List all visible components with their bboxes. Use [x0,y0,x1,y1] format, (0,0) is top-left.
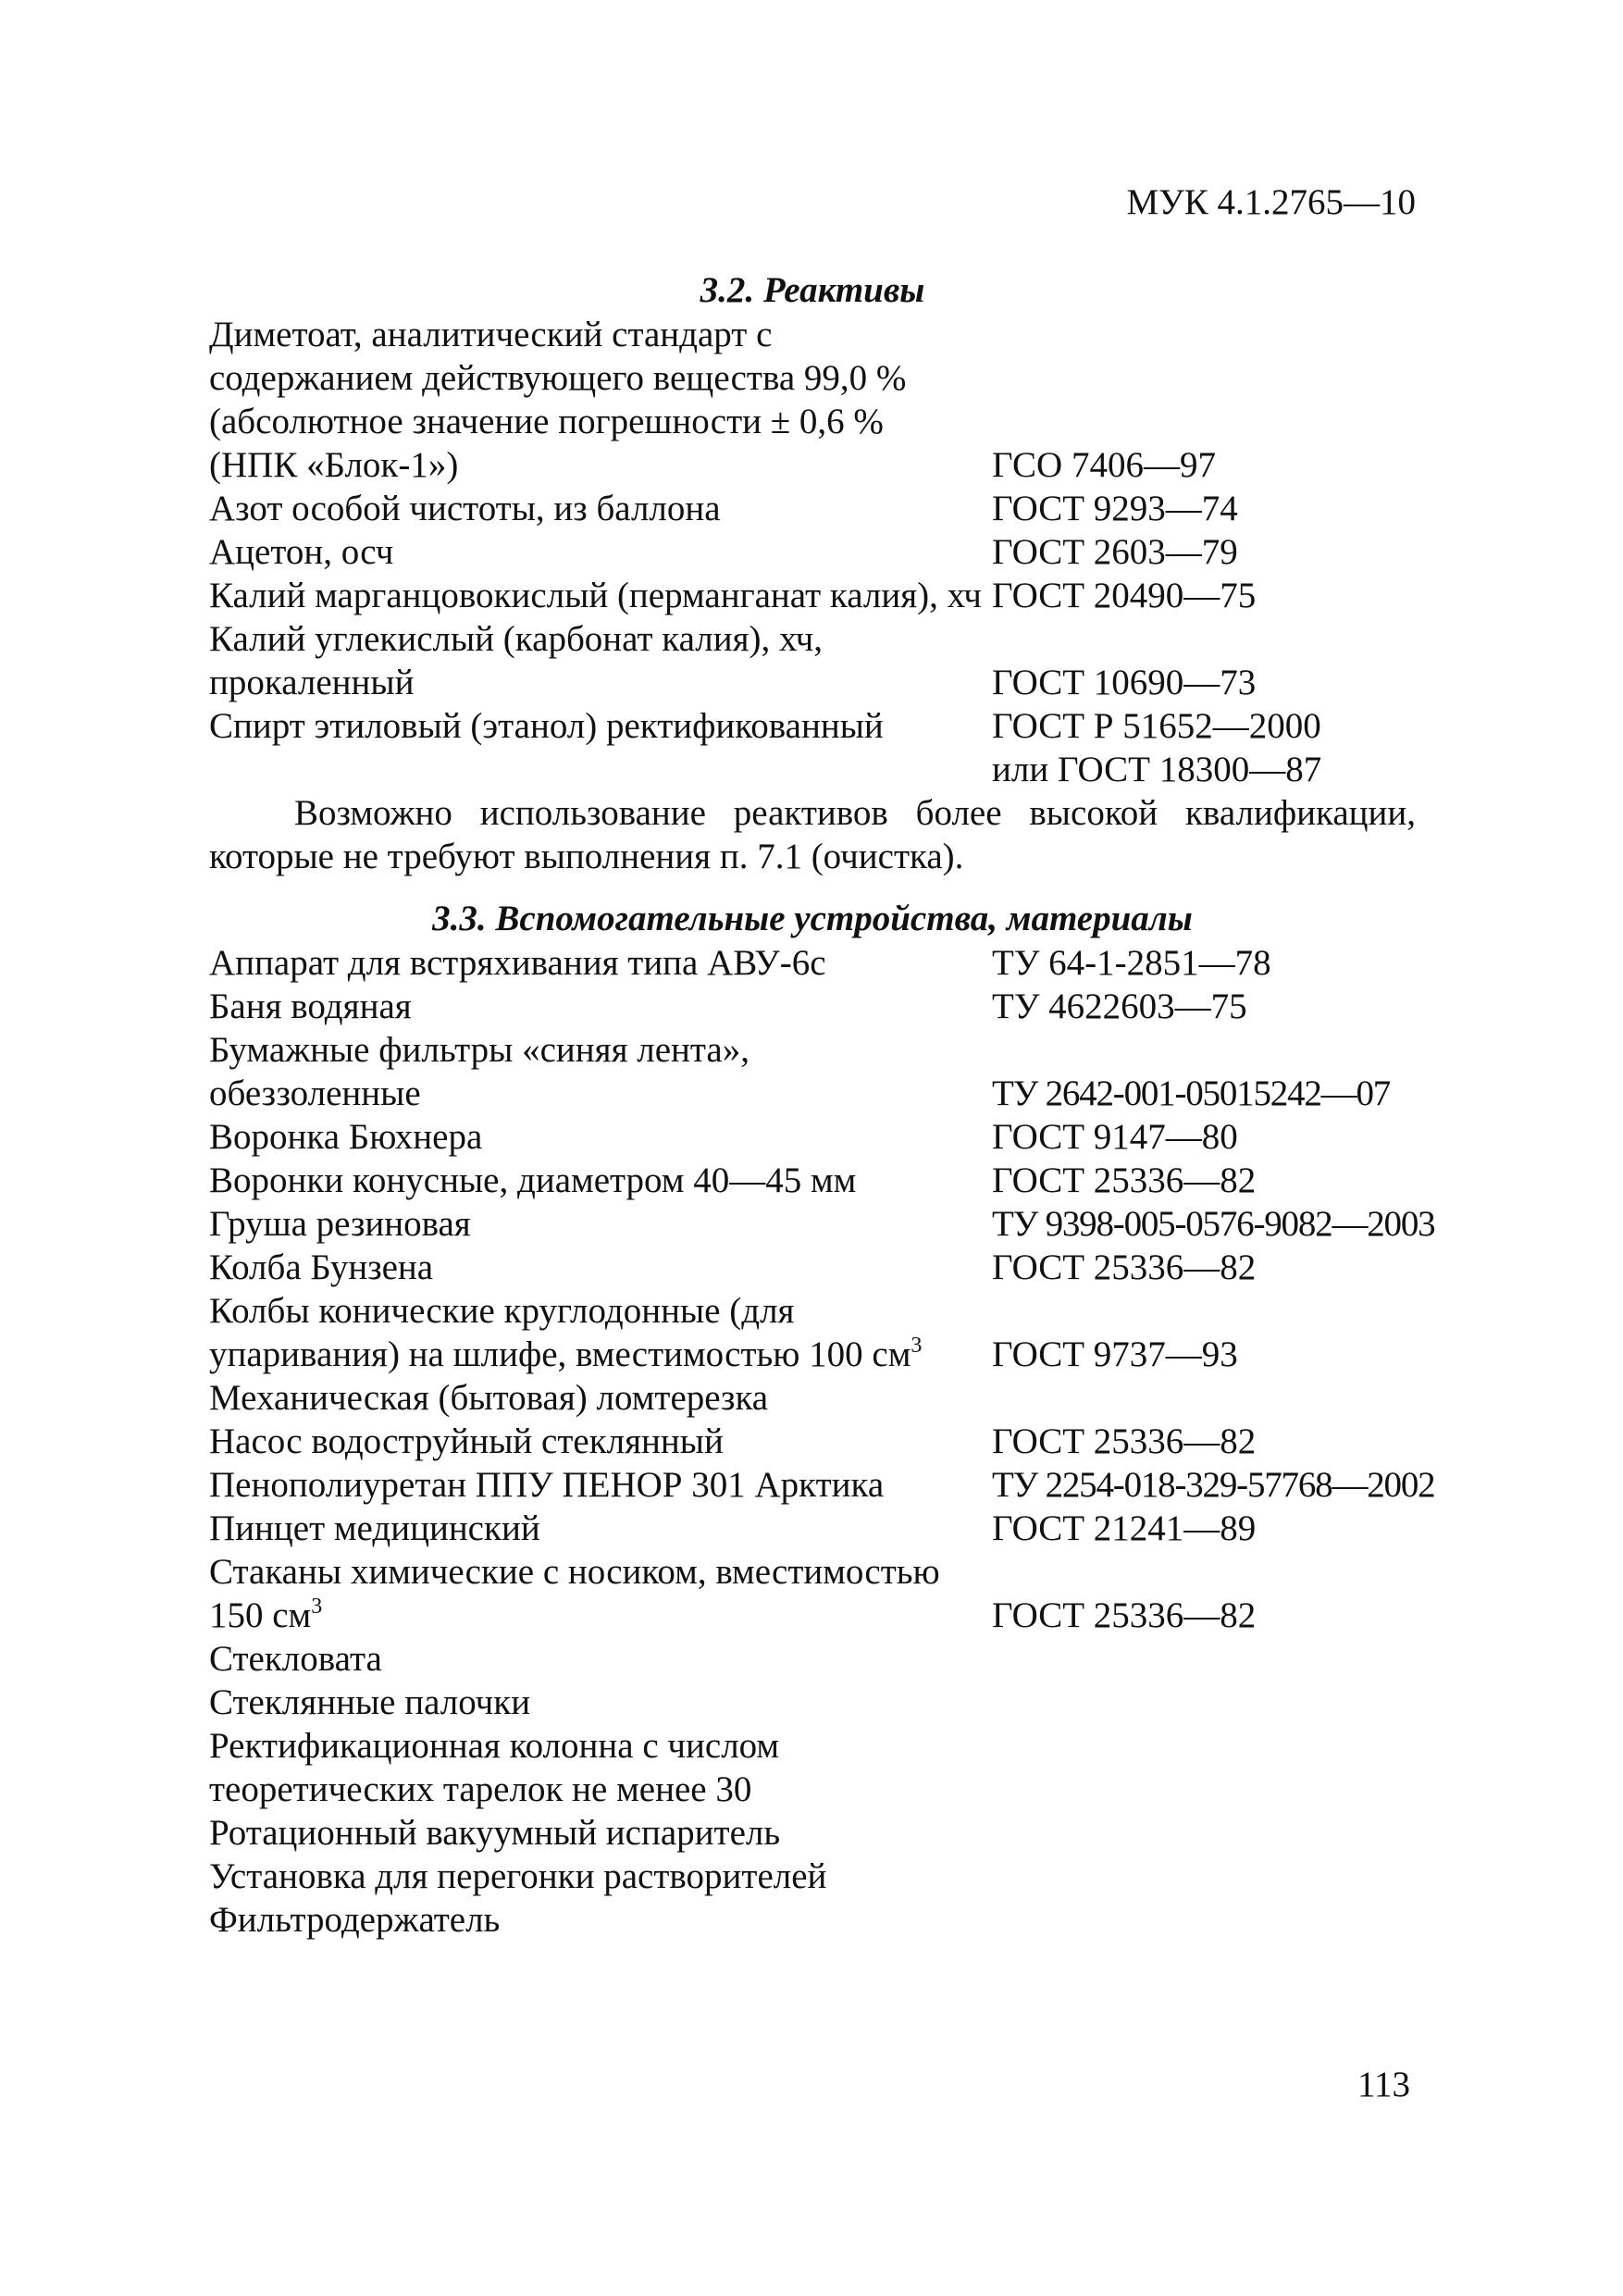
item-standard: или ГОСТ 18300—87 [992,750,1322,789]
item-name-text: Стекловата [209,1639,382,1679]
list-item [209,1246,1416,1289]
item-name [209,443,992,487]
item-name-text: Стеклянные палочки [209,1682,531,1722]
list-item [209,1811,1416,1855]
list-item [209,400,1416,443]
list-item [209,1072,1416,1115]
item-standard: ТУ 2642-001-05015242—07 [992,1074,1391,1113]
item-name [209,1115,992,1159]
list-item [209,1376,1416,1420]
reagents-note: Возможно использование реактивов более высокой квалификации, которые не требуют выполнения п. 7.1 (очистка). [209,793,1416,876]
list-item [209,1028,1416,1072]
item-name-text: Колба Бунзена [209,1247,434,1287]
document-code: МУК 4.1.2765—10 [1126,182,1416,222]
item-name-text: Спирт этиловый (этанол) ректификованный [209,706,884,746]
item-standard [992,1028,1416,1072]
item-name-text: Пинцет медицинский [209,1508,540,1548]
item-unit-superscript: 3 [911,1334,923,1358]
item-name-text: Баня водяная [209,987,412,1026]
item-name-text: (абсолютное значение погрешности ± 0,6 % [209,402,884,441]
item-standard: ГОСТ 25336—82 [992,1247,1257,1287]
section-title-reagents: 3.2. Реактивы [700,270,925,310]
list-item [209,1681,1416,1724]
item-name [209,1594,992,1637]
item-name-text: Пенополиуретан ППУ ПЕНОР 301 Арктика [209,1465,885,1505]
item-standard: ГОСТ 25336—82 [992,1160,1257,1200]
item-name-text: (НПК «Блок-1») [209,445,459,485]
item-name [209,487,992,530]
item-name-text: теоретических тарелок не менее 30 [209,1769,752,1809]
item-name [209,1463,992,1507]
item-name-text: Механическая (бытовая) ломтерезка [209,1378,769,1418]
item-standard [992,1811,1416,1855]
item-standard [992,313,1416,356]
reagents-list [209,313,1416,791]
item-standard [992,1724,1416,1768]
item-name-text: Насос водоструйный стеклянный [209,1421,724,1461]
item-name [209,1637,992,1681]
list-item [209,356,1416,400]
item-name [209,617,992,661]
item-name-text: Воронка Бюхнера [209,1117,483,1157]
item-name [209,941,992,985]
item-standard: ГОСТ Р 51652—2000 [992,706,1321,746]
item-name [209,1246,992,1289]
item-name-text: 150 см [209,1595,312,1635]
item-name-text: Установка для перегонки растворителей [209,1856,827,1896]
item-standard: ГОСТ 21241—89 [992,1508,1257,1548]
item-standard: ГСО 7406—97 [992,445,1216,485]
item-name-text: Колбы конические круглодонные (для [209,1291,795,1331]
list-item [209,617,1416,661]
item-name-text: Стаканы химические с носиком, вместимостью [209,1552,940,1592]
item-standard: ТУ 2254-018-329-57768—2002 [992,1465,1435,1505]
item-standard [992,1898,1416,1942]
item-name [209,704,992,748]
list-item [209,1289,1416,1333]
item-name [209,574,992,617]
page-number: 113 [1357,2065,1410,2104]
item-name [209,1681,992,1724]
item-name [209,1898,992,1942]
item-name [209,1289,992,1333]
item-name-text: Калий углекислый (карбонат калия), хч, [209,619,823,659]
item-name [209,748,992,791]
item-standard: ГОСТ 9293—74 [992,489,1238,528]
equipment-list [209,941,1435,1942]
item-standard: ГОСТ 9737—93 [992,1334,1238,1374]
list-item [209,487,1416,530]
list-item [209,748,1416,791]
item-name [209,1028,992,1072]
item-standard [992,1855,1416,1898]
item-name [209,1855,992,1898]
list-item [209,1637,1416,1681]
item-standard [992,1376,1416,1420]
item-name-text: Диметоат, аналитический стандарт с [209,315,773,354]
section-title-equipment: 3.3. Вспомогательные устройства, материалы [432,899,1193,938]
item-name-text: Ацетон, осч [209,532,394,572]
item-name-text: Ротационный вакуумный испаритель [209,1813,781,1853]
list-item [209,1768,1416,1811]
list-item [209,574,1416,617]
item-standard: ГОСТ 2603—79 [992,532,1238,572]
item-standard: ТУ 9398-005-0576-9082—2003 [992,1204,1435,1244]
item-unit-superscript: 3 [311,1595,323,1619]
item-standard [992,400,1416,443]
item-name [209,530,992,574]
item-standard: ГОСТ 9147—80 [992,1117,1238,1157]
item-standard: ГОСТ 25336—82 [992,1421,1257,1461]
page-content [209,268,1435,1942]
item-name-text: Аппарат для встряхивания типа АВУ-6с [209,943,826,983]
item-name [209,1811,992,1855]
list-item [209,443,1416,487]
item-standard: ГОСТ 20490—75 [992,576,1257,615]
item-name-text: упаривания) на шлифе, вместимостью 100 см [209,1334,911,1374]
list-item [209,1898,1416,1942]
item-name-text: Фильтродержатель [209,1900,501,1940]
list-item [209,1550,1416,1594]
item-name [209,1333,992,1376]
list-item [209,1507,1416,1550]
item-standard [992,356,1416,400]
item-name [209,1072,992,1115]
list-item [209,1420,1416,1463]
item-name [209,1159,992,1202]
item-name-text: прокаленный [209,663,415,702]
item-name-text: Воронки конусные, диаметром 40—45 мм [209,1160,857,1200]
list-item [209,313,1416,356]
item-name [209,1507,992,1550]
item-standard: ТУ 64-1-2851—78 [992,943,1271,983]
item-name-text: Груша резиновая [209,1204,471,1244]
list-item [209,1159,1416,1202]
item-name [209,1768,992,1811]
item-name-text: Калий марганцовокислый (перманганат калия), хч [209,576,982,615]
list-item [209,661,1416,704]
list-item [209,1463,1435,1507]
item-name [209,1724,992,1768]
list-item [209,1333,1416,1376]
item-name [209,400,992,443]
item-standard [992,1550,1416,1594]
list-item [209,1724,1416,1768]
item-name-text: содержанием действующего вещества 99,0 % [209,358,907,398]
item-standard [992,1681,1416,1724]
item-name-text: Ректификационная колонна с числом [209,1726,780,1766]
item-name [209,1420,992,1463]
list-item [209,530,1416,574]
list-item [209,1115,1416,1159]
list-item [209,1855,1416,1898]
item-name-text: Бумажные фильтры «синяя лента», [209,1030,750,1070]
list-item [209,1594,1416,1637]
list-item [209,941,1416,985]
item-standard: ГОСТ 10690—73 [992,663,1257,702]
item-standard [992,1768,1416,1811]
item-standard [992,617,1416,661]
item-name-text: обеззоленные [209,1074,421,1113]
item-standard [992,1637,1416,1681]
list-item [209,985,1416,1028]
item-name [209,1376,992,1420]
list-item [209,1202,1435,1246]
list-item [209,704,1416,748]
item-name-text: Азот особой чистоты, из баллона [209,489,721,528]
item-name [209,661,992,704]
item-standard: ТУ 4622603—75 [992,987,1247,1026]
item-standard: ГОСТ 25336—82 [992,1595,1257,1635]
item-standard [992,1289,1416,1333]
item-name [209,356,992,400]
item-name [209,985,992,1028]
item-name [209,1202,992,1246]
item-name [209,313,992,356]
item-name [209,1550,992,1594]
